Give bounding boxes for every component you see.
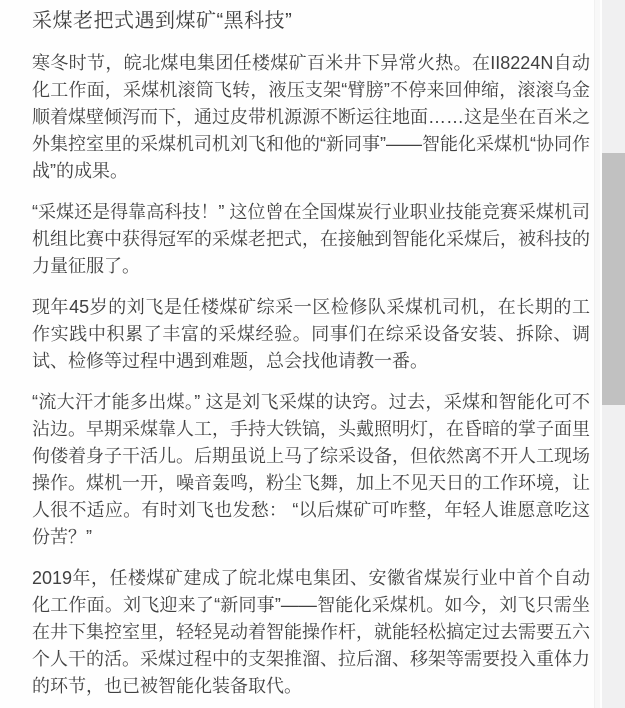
article-paragraph-4: “流大汗才能多出煤。” 这是刘飞采煤的诀窍。过去，采煤和智能化可不沾边。早期采煤靠人工，手持大铁镐，头戴照明灯，在昏暗的掌子面里佝偻着身子干活儿。后期虽说上马了综采设备，但依然离不开人工现场操作。煤机一开，噪音轰鸣，粉尘飞舞，加上不见天日的工作环境，让人很不适应。有时刘飞也发愁： “以后煤矿可咋整，年轻人谁愿意吃这份苦？” <box>32 392 590 547</box>
article-paragraph-3: 现年45岁的刘飞是任楼煤矿综采一区检修队采煤机司机，在长期的工作实践中积累了丰富的采煤经验。同事们在综采设备安装、拆除、调试、检修等过程中遇到难题，总会找他请教一番。 <box>32 297 590 371</box>
article-title: 采煤老把式遇到煤矿“黑科技” <box>32 10 293 32</box>
article-paragraph-1: 寒冬时节，皖北煤电集团任楼煤矿百米井下异常火热。在II8224N自动化工作面，采煤机滚筒飞转，液压支架“臂膀”不停来回伸缩，滚滚乌金顺着煤壁倾泻而下，通过皮带机源源不断运往地面……这是坐在百米之外集控室里的采煤机司机刘飞和他的“新同事”——智能化采煤机“协同作战”的成果。 <box>32 53 590 181</box>
article-paragraph-2: “采煤还是得靠高科技！” 这位曾在全国煤炭行业职业技能竞赛采煤机司机组比赛中获得冠军的采煤老把式，在接触到智能化采煤后，被科技的力量征服了。 <box>32 202 590 276</box>
content-right-edge <box>594 0 600 708</box>
vertical-scrollbar-track[interactable] <box>602 0 625 708</box>
vertical-scrollbar-thumb[interactable] <box>602 153 625 405</box>
article-paragraph-5: 2019年，任楼煤矿建成了皖北煤电集团、安徽省煤炭行业中首个自动化工作面。刘飞迎来了“新同事”——智能化采煤机。如今，刘飞只需坐在井下集控室里，轻轻晃动着智能操作杆，就能轻松搞定过去需要五六个人干的活。采煤过程中的支架推溜、拉后溜、移架等需要投入重体力的环节，也已被智能化装备取代。 <box>32 568 590 696</box>
